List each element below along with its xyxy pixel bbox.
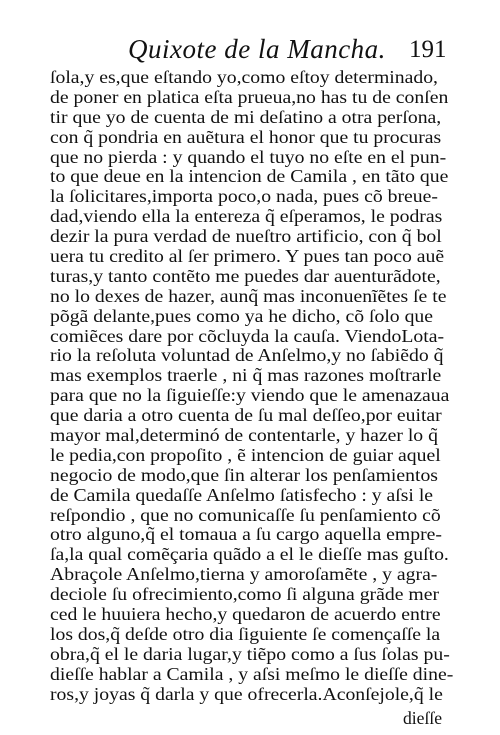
text-line: reſpondio , que no comunicaſſe ſu penſamiento cõ <box>50 504 441 525</box>
body-text <box>50 68 470 705</box>
text-line: de poner en platica eſta prueua,no has tu de conſen <box>50 86 449 107</box>
text-line: la ſolicitares,importa poco,o nada, pues cõ breue- <box>50 186 438 207</box>
text-line: los dos,q̃ deſde otro dia ſiguiente ſe començaſſe la <box>50 623 441 644</box>
text-line: mas exemplos traerle , ni q̃ mas razones moſtrarle <box>50 365 442 386</box>
catchword-row <box>0 708 500 730</box>
running-title: Quixote de la Mancha. <box>128 34 386 64</box>
text-line: rio la reſoluta voluntad de Anſelmo,y no ſabiẽdo q̃ <box>50 345 444 366</box>
page-number: 191 <box>409 36 447 63</box>
text-line: ſola,y es,que eſtando yo,como eſtoy determinado, <box>50 67 438 87</box>
text-line: deciole ſu ofrecimiento,como ſi alguna grãde mer <box>50 584 440 605</box>
text-line: para que no la ſiguieſſe:y viendo que le amenazaua <box>50 385 450 406</box>
text-line: to que deue en la intencion de Camila , en tãto que <box>50 166 449 187</box>
text-line: ros,y joyas q̃ darla y que ofrecerla.Aconſejole,q̃ le <box>50 683 443 704</box>
running-head <box>0 34 500 68</box>
text-line: que daria a otro cuenta de ſu mal deſſeo,por euitar <box>50 405 442 426</box>
text-line: Abraçole Anſelmo,tierna y amoroſamẽte , y agra- <box>50 564 438 585</box>
text-line: uera tu credito al ſer primero. Y pues tan poco auẽ <box>50 246 445 267</box>
text-line: ſa,la qual comẽçaria quãdo a el le dieſſe mas guſto. <box>50 544 449 565</box>
text-line: otro alguno,q̃ el tomaua a ſu cargo aquella empre- <box>50 524 442 545</box>
text-line: turas,y tanto contẽto me puedes dar auenturãdote, <box>50 265 441 286</box>
text-line: põgã delante,pues como ya he dicho, cõ ſolo que <box>50 305 434 326</box>
text-line: no lo dexes de hazer, aunq̃ mas inconuenĩẽtes ſe te <box>50 285 447 306</box>
text-line: que no pierda : y quando el tuyo no eſte en el pun- <box>50 146 447 167</box>
catchword: dieſſe <box>403 708 443 728</box>
text-line: comiẽces dare por cõcluyda la cauſa. ViendoLota- <box>50 325 445 346</box>
text-line: dieſſe hablar a Camila , y aſsi meſmo le dieſſe dine- <box>50 663 454 684</box>
text-line: con q̃ pondria en auẽtura el honor que tu procuras <box>50 126 442 147</box>
text-line: ced le huuiera hecho,y quedaron de acuerdo entre <box>50 604 441 625</box>
text-line: dad,viendo ella la entereza q̃ eſperamos, le podras <box>50 206 443 227</box>
text-line: de Camila quedaſſe Anſelmo ſatisfecho : y aſsi le <box>50 484 434 505</box>
text-line: dezir la pura verdad de nueſtro artificio, con q̃ bol <box>50 226 442 247</box>
text-line: le pedia,con propoſito , ẽ intencion de guiar aquel <box>50 444 441 465</box>
text-line: negocio de modo,que ſin alterar los penſamientos <box>50 464 438 485</box>
text-line: tir que yo de cuenta de mi deſatino a otra perſona, <box>50 106 442 127</box>
text-line: obra,q̃ el le daria lugar,y tiẽpo como a ſus ſolas pu- <box>50 643 450 664</box>
text-line: mayor mal,determinó de contentarle, y hazer lo q̃ <box>50 425 438 446</box>
